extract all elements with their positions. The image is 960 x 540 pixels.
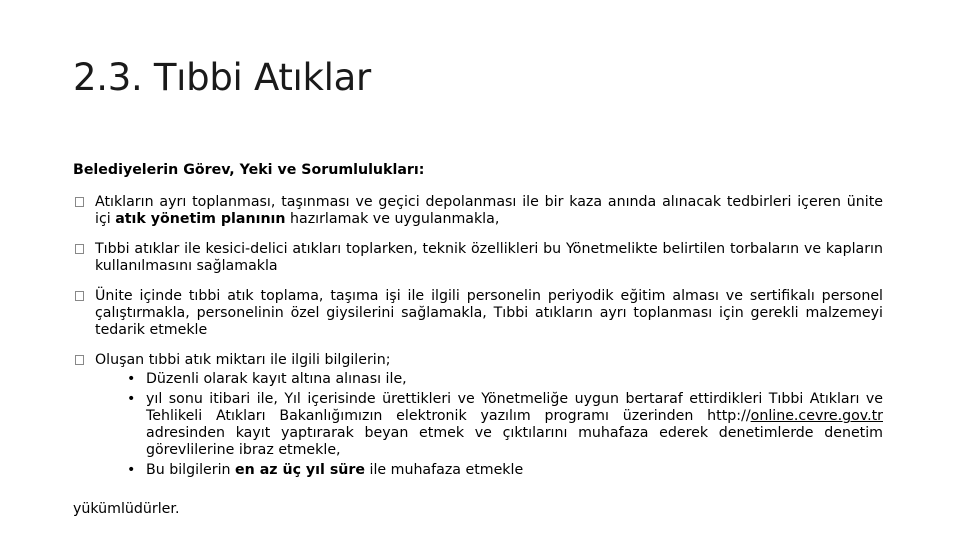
sub-bullet-item (127, 371, 883, 388)
sub-bullet-item (127, 462, 883, 479)
closing-text: yükümlüdürler. (73, 501, 180, 517)
dot-bullet-icon: • (127, 371, 136, 387)
sub-bullet-item (127, 391, 883, 459)
sub-bullet-bold-text: en az üç yıl süre (235, 462, 365, 478)
bullet-text: hazırlamak ve uygulanmakla, (285, 211, 500, 227)
bullet-item-records (75, 352, 883, 479)
slide-title: 2.3. Tıbbi Atıklar (73, 56, 371, 99)
sub-bullet-text: Bu bilgilerin (146, 462, 236, 478)
dot-bullet-icon: • (127, 391, 136, 407)
sub-bullet-text: adresinden kayıt yaptırarak beyan etmek ve çıktılarını muhafaza ederek denetimlerde denetim görevlilerine ibraz etmekle, (146, 425, 883, 458)
bullet-item-plan (75, 194, 883, 228)
sub-bullet-text: ile muhafaza etmekle (365, 462, 524, 478)
section-subtitle: Belediyelerin Görev, Yeki ve Sorumlulukları: (73, 162, 425, 178)
website-link[interactable]: online.cevre.gov.tr (750, 408, 883, 424)
sub-bullet-list (95, 371, 883, 479)
bullet-text: Ünite içinde tıbbi atık toplama, taşıma işi ile ilgili personelin periyodik eğitim alması ve sertifikalı personel çalıştırmakla, personelinin özel giysilerini sağlamakla, Tıbbi atıkların ayrı toplanması için gerekli malzemeyi tedarik etmekle (95, 288, 883, 338)
bullet-item-bags (75, 241, 883, 275)
bullet-item-training (75, 288, 883, 339)
square-bullet-icon (75, 197, 84, 207)
sub-bullet-text: Düzenli olarak kayıt altına alınası ile, (146, 371, 407, 387)
bullet-text: Atıkların ayrı toplanması, taşınması ve geçici depolanması ile bir kaza anında alınacak tedbirleri içeren ünite içi (95, 194, 883, 227)
sub-bullet-text: yıl sonu itibari ile, Yıl içerisinde ürettikleri ve Yönetmeliğe uygun bertaraf ettirdikleri Tıbbi Atıkları ve Tehlikeli Atıkları Bakanlığımızın elektronik yazılım programı üzerinden http:// (146, 391, 883, 424)
dot-bullet-icon: • (127, 462, 136, 478)
square-bullet-icon (75, 291, 84, 301)
bullet-text: Oluşan tıbbi atık miktarı ile ilgili bilgilerin; (95, 352, 391, 368)
bullet-text: Tıbbi atıklar ile kesici-delici atıkları toplarken, teknik özellikleri bu Yönetmelikte belirtilen torbaların ve kapların kullanılmasını sağlamakla (95, 241, 883, 274)
square-bullet-icon (75, 244, 84, 254)
square-bullet-icon (75, 355, 84, 365)
bullet-bold-text: atık yönetim planının (115, 211, 286, 227)
bullet-list (75, 194, 883, 482)
